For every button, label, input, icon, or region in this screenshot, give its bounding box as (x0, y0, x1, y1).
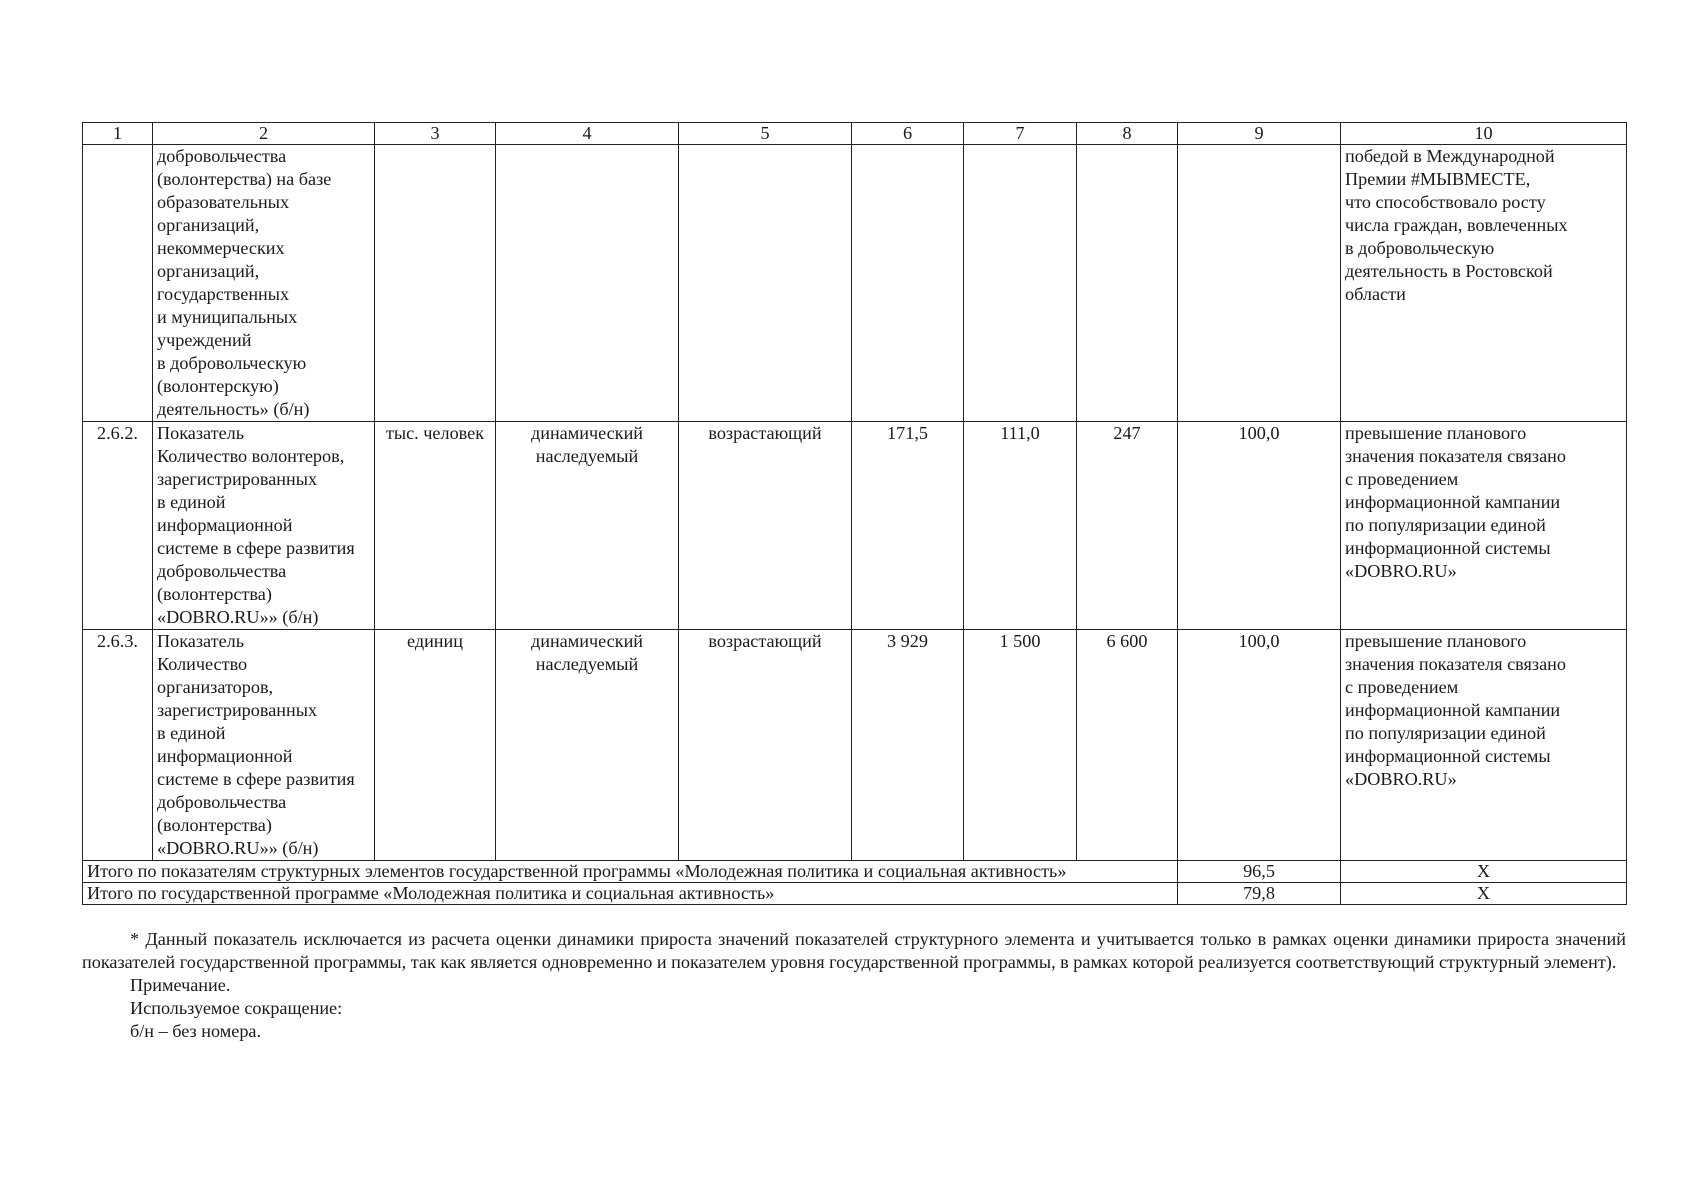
row-number: 2.6.3. (83, 630, 153, 861)
total-mark: X (1341, 883, 1627, 905)
abbreviations-title: Используемое сокращение: (130, 998, 343, 1018)
fact-value (1077, 145, 1178, 422)
direction-cell (679, 145, 852, 422)
total-label: Итого по государственной программе «Молодежная политика и социальная активность» (83, 883, 1178, 905)
plan-value: 171,5 (852, 422, 964, 630)
column-numbers-row (83, 123, 1627, 145)
total-value: 96,5 (1178, 861, 1341, 883)
col-number-1: 1 (83, 123, 153, 145)
note-cell: победой в Международной Премии #МЫВМЕСТЕ, что способствовало росту числа граждан, вовлеченных в добровольческую деятельность в Ростовской области (1341, 145, 1627, 422)
total-row-program (83, 883, 1627, 905)
table-row (83, 145, 1627, 422)
direction-cell: возрастающий (679, 630, 852, 861)
base-value (964, 145, 1077, 422)
plan-value: 3 929 (852, 630, 964, 861)
abbreviation-item: б/н – без номера. (130, 1021, 262, 1041)
col-number-7: 7 (964, 123, 1077, 145)
total-row-structural (83, 861, 1627, 883)
indicator-name: Показатель Количество организаторов, зарегистрированных в единой информационной системе в сфере развития добровольчества (волонтерства) «DOBRO.RU»» (б/н) (153, 630, 375, 861)
fact-value: 6 600 (1077, 630, 1178, 861)
total-label: Итого по показателям структурных элементов государственной программы «Молодежная политика и социальная активность» (83, 861, 1178, 883)
direction-cell: возрастающий (679, 422, 852, 630)
score-value: 100,0 (1178, 630, 1341, 861)
col-number-6: 6 (852, 123, 964, 145)
indicators-table (82, 122, 1627, 905)
indicator-name: добровольчества (волонтерства) на базе образовательных организаций, некоммерческих организаций, государственных и муниципальных учреждений в добровольческую (волонтерскую) деятельность» (б/н) (153, 145, 375, 422)
score-value (1178, 145, 1341, 422)
footnote-text: * Данный показатель исключается из расчета оценки динамики прироста значений показателей структурного элемента и учитывается только в рамках оценки динамики прироста значений показателей государственной программы, так как является одновременно и показателем уровня государственной программы, в рамках которой реализуется соответствующий структурный элемент). (82, 929, 1626, 972)
row-number (83, 145, 153, 422)
unit-cell (375, 145, 496, 422)
type-cell (496, 145, 679, 422)
type-cell: динамический наследуемый (496, 422, 679, 630)
note-cell: превышение планового значения показателя связано с проведением информационной кампании по популяризации единой информационной системы «DOBRO.RU» (1341, 630, 1627, 861)
col-number-10: 10 (1341, 123, 1627, 145)
col-number-4: 4 (496, 123, 679, 145)
col-number-2: 2 (153, 123, 375, 145)
table-row (83, 422, 1627, 630)
col-number-9: 9 (1178, 123, 1341, 145)
note-title: Примечание. (130, 975, 231, 995)
indicator-name: Показатель Количество волонтеров, зарегистрированных в единой информационной системе в сфере развития добровольчества (волонтерства) «DOBRO.RU»» (б/н) (153, 422, 375, 630)
total-value: 79,8 (1178, 883, 1341, 905)
plan-value (852, 145, 964, 422)
base-value: 1 500 (964, 630, 1077, 861)
unit-cell: тыс. человек (375, 422, 496, 630)
col-number-5: 5 (679, 123, 852, 145)
score-value: 100,0 (1178, 422, 1341, 630)
col-number-3: 3 (375, 123, 496, 145)
total-mark: X (1341, 861, 1627, 883)
base-value: 111,0 (964, 422, 1077, 630)
unit-cell: единиц (375, 630, 496, 861)
fact-value: 247 (1077, 422, 1178, 630)
col-number-8: 8 (1077, 123, 1178, 145)
row-number: 2.6.2. (83, 422, 153, 630)
type-cell: динамический наследуемый (496, 630, 679, 861)
table-row (83, 630, 1627, 861)
notes-section (82, 928, 1626, 1043)
note-cell: превышение планового значения показателя связано с проведением информационной кампании по популяризации единой информационной системы «DOBRO.RU» (1341, 422, 1627, 630)
